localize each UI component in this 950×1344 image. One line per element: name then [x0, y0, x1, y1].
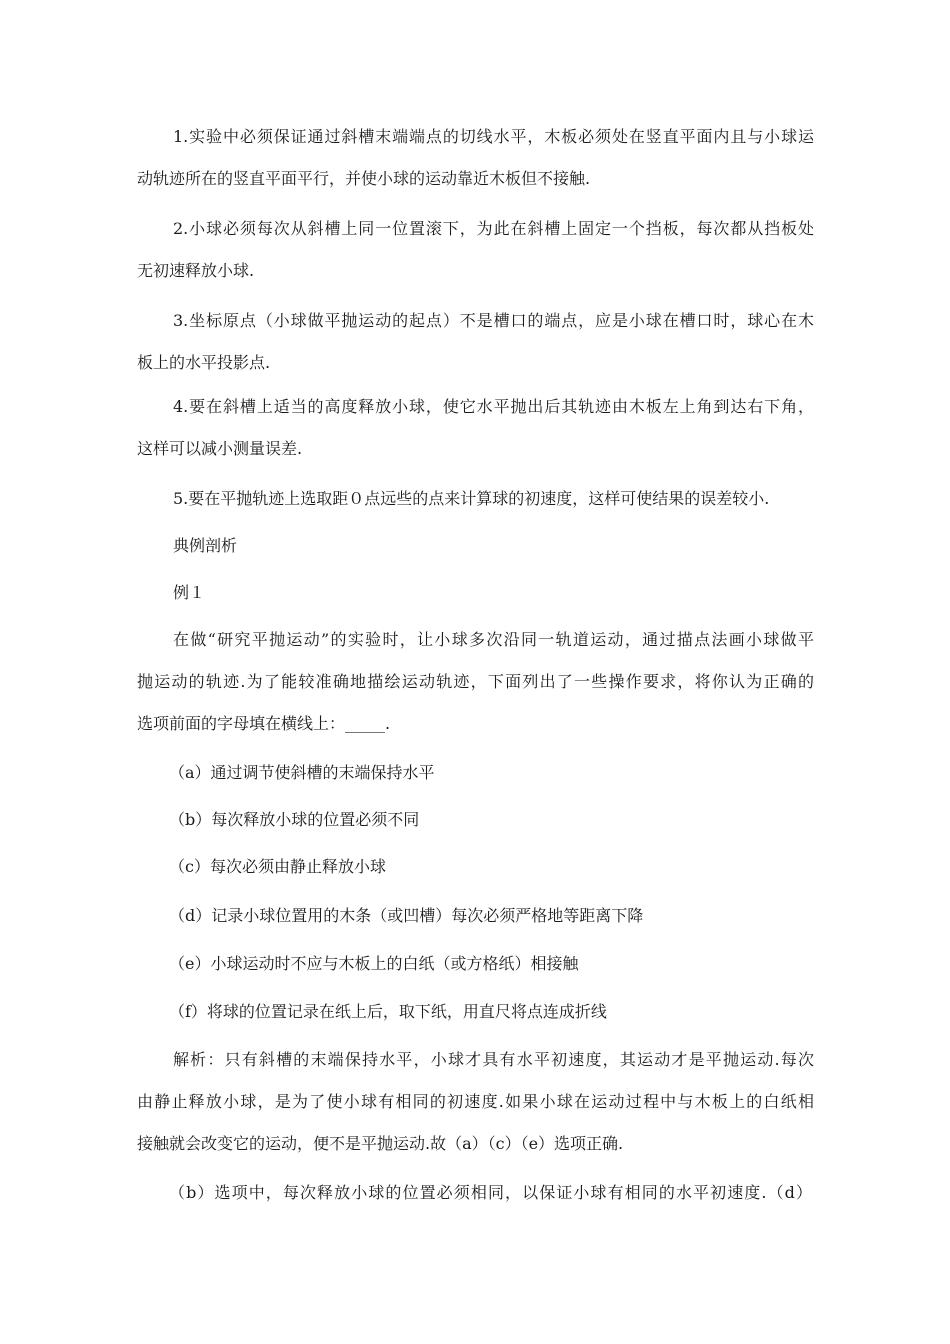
example-label: 例１ [173, 583, 206, 602]
option-c: （c）每次必须由静止释放小球 [169, 857, 386, 876]
text-line: 1.实验中必须保证通过斜槽末端端点的切线水平，木板必须处在竖直平面内且与小球运 [173, 127, 814, 146]
text-line: 选项前面的字母填在横线上：_____. [137, 714, 391, 733]
text-line: 解析：只有斜槽的末端保持水平，小球才具有水平初速度，其运动才是平抛运动.每次 [173, 1050, 814, 1069]
option-e: （e）小球运动时不应与木板上的白纸（或方格纸）相接触 [169, 954, 579, 973]
text-line: 接触就会改变它的运动，便不是平抛运动.故（a）（c）（e）选项正确. [137, 1134, 624, 1153]
section-heading: 典例剖析 [173, 536, 238, 555]
text-line: 在做“研究平抛运动”的实验时，让小球多次沿同一轨道运动，通过描点法画小球做平 [173, 630, 814, 649]
text-line: 由静止释放小球，是为了使小球有相同的初速度.如果小球在运动过程中与木板上的白纸相 [137, 1092, 814, 1111]
option-d: （d）记录小球位置用的木条（或凹槽）每次必须严格地等距离下降 [169, 906, 644, 925]
text-line: 抛运动的轨迹.为了能较准确地描绘运动轨迹，下面列出了一些操作要求，将你认为正确的 [137, 672, 814, 691]
option-a: （a）通过调节使斜槽的末端保持水平 [169, 763, 435, 782]
text-line: 无初速释放小球. [137, 261, 255, 280]
text-line: 这样可以减小测量误差. [137, 439, 303, 458]
text-line: 动轨迹所在的竖直平面平行，并使小球的运动靠近木板但不接触. [137, 169, 591, 188]
text-line: 2.小球必须每次从斜槽上同一位置滚下，为此在斜槽上固定一个挡板，每次都从挡板处 [173, 219, 814, 238]
text-line: 4.要在斜槽上适当的高度释放小球，使它水平抛出后其轨迹由木板左上角到达右下角， [173, 397, 814, 416]
text-line: 3.坐标原点（小球做平抛运动的起点）不是槽口的端点，应是小球在槽口时，球心在木 [173, 311, 814, 330]
text-line: 板上的水平投影点. [137, 353, 271, 372]
option-b: （b）每次释放小球的位置必须不同 [169, 810, 420, 829]
text-line: 5.要在平抛轨迹上选取距０点远些的点来计算球的初速度，这样可使结果的误差较小. [173, 489, 770, 508]
option-f: （f）将球的位置记录在纸上后，取下纸，用直尺将点连成折线 [169, 1002, 607, 1021]
text-line: （b）选项中，每次释放小球的位置必须相同，以保证小球有相同的水平初速度.（d） [169, 1183, 812, 1202]
